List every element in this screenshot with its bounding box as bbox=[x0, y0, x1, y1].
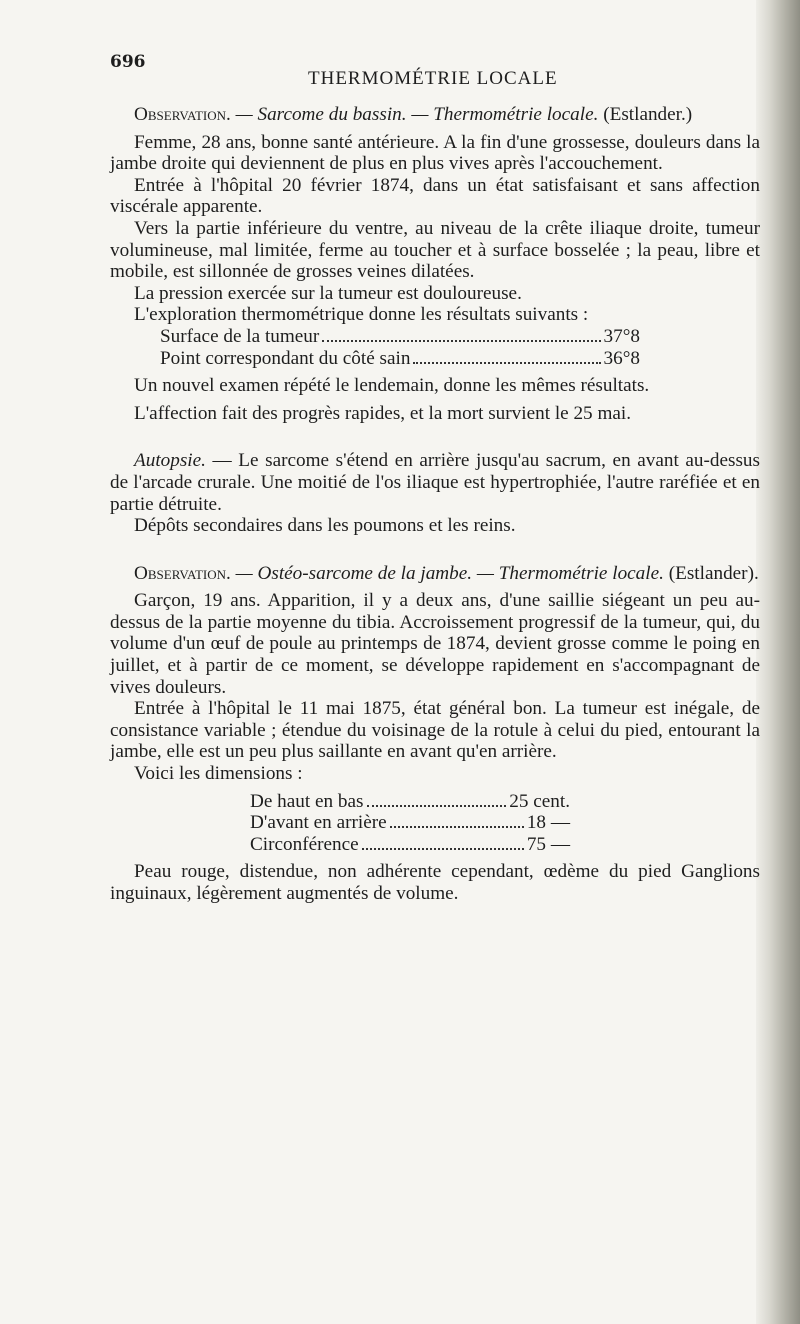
leader-dots bbox=[367, 805, 507, 807]
paragraph: Un nouvel examen répété le lendemain, donne les mêmes résultats. bbox=[134, 375, 650, 397]
paragraph: Vers la partie inférieure du ventre, au niveau de la crête iliaque droite, tumeur volumineuse, mal limitée, ferme au toucher et à surface bosselée ; la peau, libre et mobile, est sillonnée de grosses veines dilatées. bbox=[110, 217, 760, 283]
paragraph: Dépôts secondaires dans les poumons et les reins. bbox=[134, 515, 516, 537]
leader-dots bbox=[390, 826, 524, 828]
autopsy-paragraph bbox=[110, 450, 760, 515]
page-number: 696 bbox=[110, 52, 146, 72]
autopsy-label: Autopsie. bbox=[134, 450, 206, 472]
measurement-value: 37°8 bbox=[603, 325, 640, 347]
page-body bbox=[110, 104, 760, 905]
observation-label: Observation. bbox=[134, 104, 231, 125]
running-head: THERMOMÉTRIE LOCALE bbox=[308, 68, 558, 89]
adjacent-page-edge bbox=[756, 0, 800, 1324]
dimension-value: 18 — bbox=[526, 812, 570, 834]
measurement-label: Point correspondant du côté sain bbox=[160, 347, 411, 369]
observation-source: (Estlander). bbox=[663, 562, 759, 584]
paragraph: Entrée à l'hôpital le 11 mai 1875, état général bon. La tumeur est inégale, de consistance variable ; étendue du voisinage de la rotule à celui du pied, entourant la jambe, elle est un peu plus saillante en avant qu'en arrière. bbox=[110, 698, 760, 763]
observation-title: — Sarcome du bassin. — Thermométrie locale. bbox=[230, 104, 599, 125]
dimensions-table bbox=[250, 791, 760, 856]
paragraph: Peau rouge, distendue, non adhérente cependant, œdème du pied Ganglions inguinaux, légèrement augmentés de volume. bbox=[110, 861, 760, 904]
dimension-row bbox=[250, 834, 570, 856]
observation-2-heading bbox=[110, 563, 760, 585]
observation-title: — Ostéo-sarcome de la jambe. — Thermométrie locale. bbox=[230, 562, 664, 584]
paragraph: Femme, 28 ans, bonne santé antérieure. A la fin d'une grossesse, douleurs dans la jambe droite qui deviennent de plus en plus vives après l'accouchement. bbox=[110, 131, 760, 175]
observation-1-heading bbox=[110, 104, 760, 126]
paragraph: Garçon, 19 ans. Apparition, il y a deux ans, d'une saillie siégeant un peu au-dessus de la partie moyenne du tibia. Accroissement progressif de la tumeur, qui, du volume d'un œuf de poule au printemps de 1874, devient grosse comme le poing en juillet, et à partir de ce moment, se développe rapidement en s'accompagnant de vives douleurs. bbox=[110, 590, 760, 698]
dimension-label: Circonférence bbox=[250, 833, 359, 855]
observation-label: Observation. bbox=[134, 562, 231, 584]
paragraph: Entrée à l'hôpital 20 février 1874, dans un état satisfaisant et sans affection viscérale apparente. bbox=[110, 174, 760, 218]
measurement-value: 36°8 bbox=[603, 347, 640, 369]
dimension-label: D'avant en arrière bbox=[250, 812, 387, 834]
dimension-value: 75 — bbox=[526, 833, 570, 855]
paragraph: La pression exercée sur la tumeur est douloureuse. bbox=[134, 282, 522, 304]
dimension-row bbox=[250, 791, 570, 813]
autopsy-text: — Le sarcome s'étend en arrière jusqu'au sacrum, en avant au-dessus de l'arcade crurale. Une moitié de l'os iliaque est hypertrophiée, l'autre raréfiée et en partie détruite. bbox=[110, 450, 760, 515]
leader-dots bbox=[322, 340, 600, 342]
dimension-value: 25 cent. bbox=[509, 790, 570, 812]
paragraph: L'affection fait des progrès rapides, et la mort survient le 25 mai. bbox=[134, 402, 632, 424]
dimension-label: De haut en bas bbox=[250, 790, 364, 812]
leader-dots bbox=[362, 848, 524, 850]
paragraph: L'exploration thermométrique donne les résultats suivants : bbox=[134, 304, 589, 326]
measurement-label: Surface de la tumeur bbox=[160, 325, 320, 347]
leader-dots bbox=[413, 362, 600, 364]
measurement-row bbox=[160, 348, 640, 370]
measurement-row bbox=[160, 326, 640, 348]
dimension-row bbox=[250, 812, 570, 834]
observation-source: (Estlander.) bbox=[598, 104, 693, 125]
paragraph: Voici les dimensions : bbox=[134, 763, 303, 785]
